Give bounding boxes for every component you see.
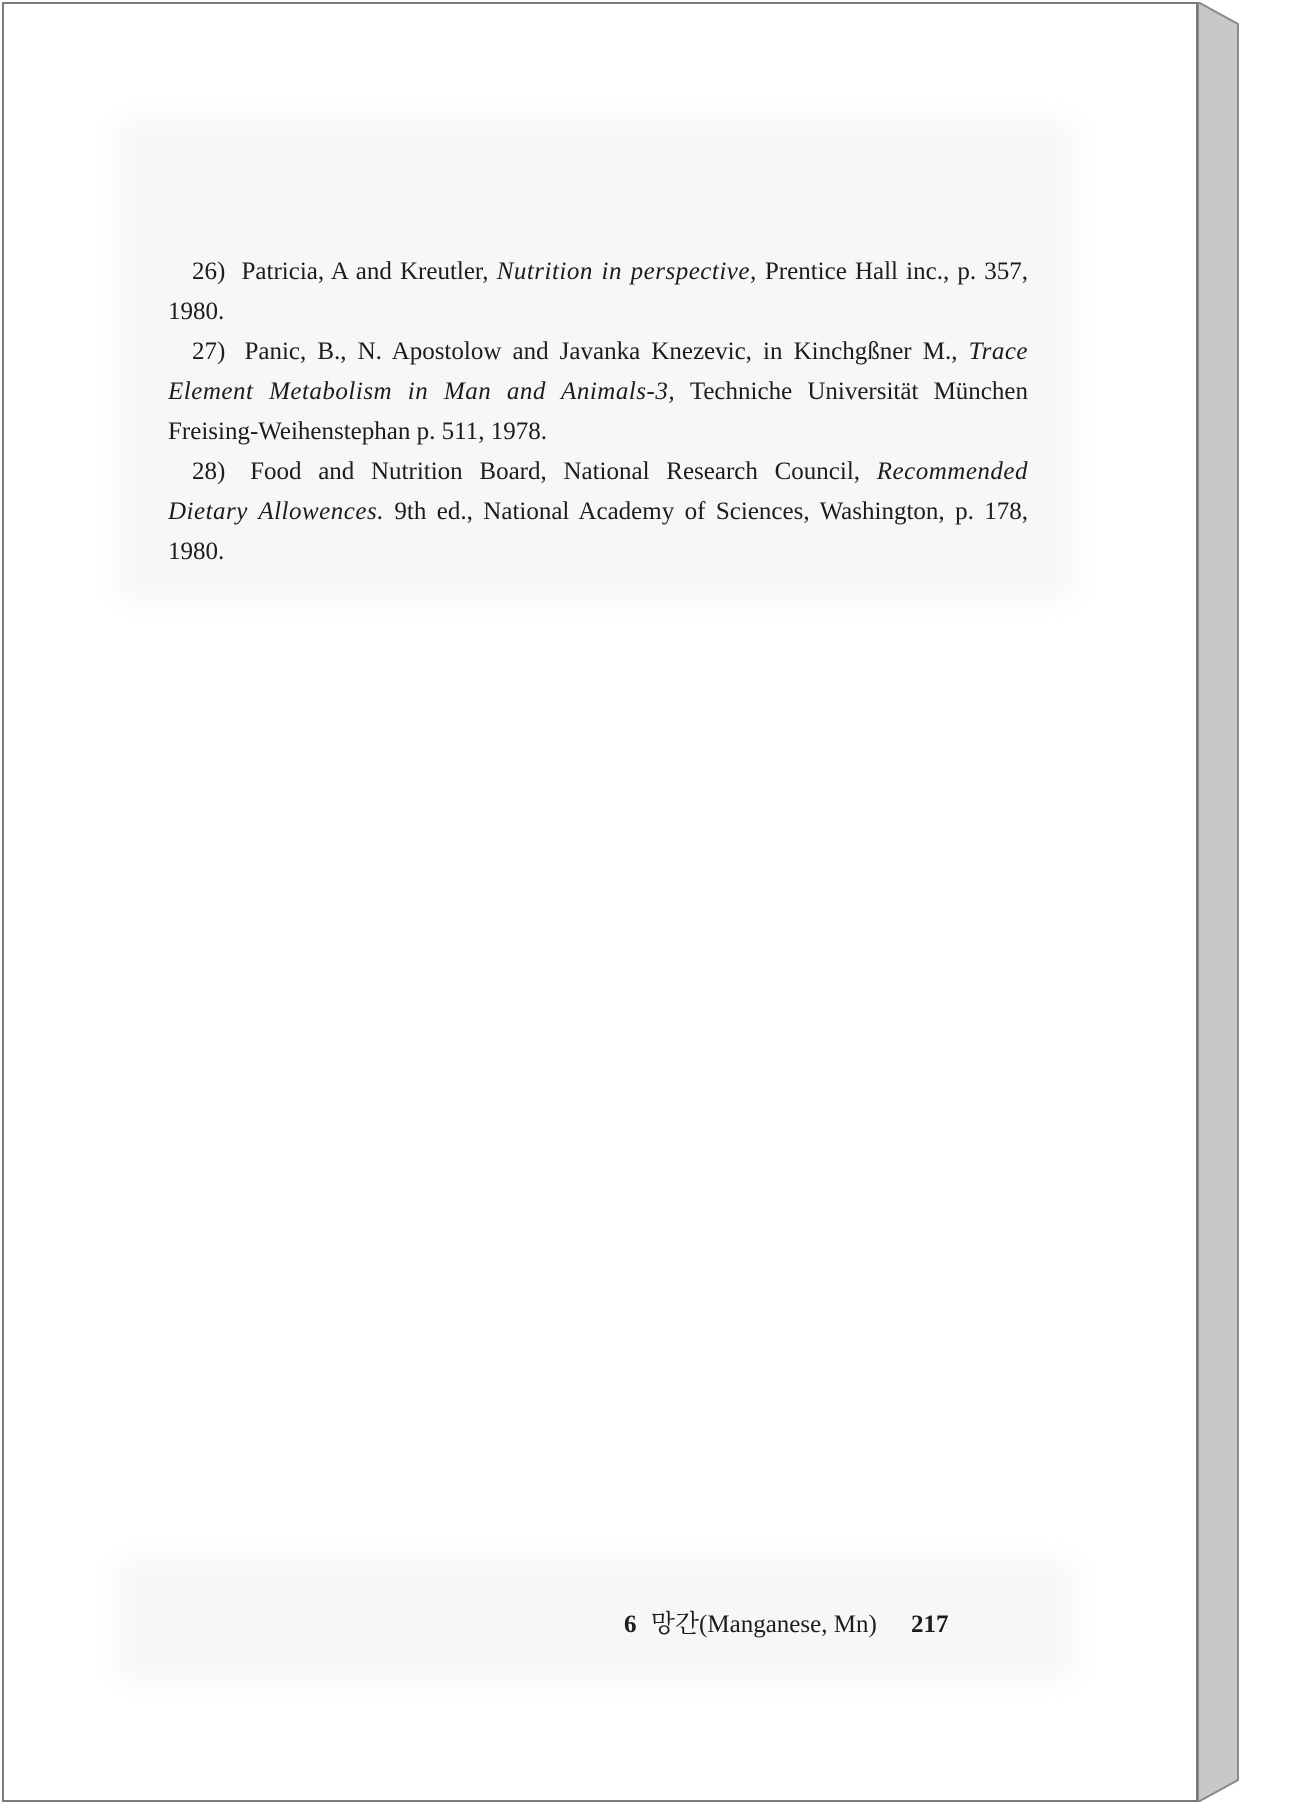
page-number: 217 [911, 1611, 949, 1638]
page-edge-graphic [1198, 2, 1248, 1802]
reference-item [168, 452, 1028, 572]
chapter-title: 망간(Manganese, Mn) [650, 1611, 877, 1638]
reference-list [168, 252, 1028, 572]
reference-title: Trace Element Metabolism in Man and Animals-3, [168, 338, 1029, 405]
reference-number: 26) [192, 258, 226, 285]
reference-number: 27) [192, 338, 226, 365]
reference-item [168, 332, 1028, 452]
reference-number: 28) [192, 458, 226, 485]
reference-authors: Patricia, A and Kreutler, [241, 258, 489, 285]
reference-title: Recommended Dietary Allowences. [168, 458, 1029, 525]
reference-details: Prentice Hall inc., p. 357, 1980. [168, 258, 1029, 325]
reference-authors: Panic, B., N. Apostolow and Javanka Knezevic, in Kinchgßner M., [244, 338, 958, 365]
page-edge-shadow [1198, 2, 1248, 1802]
reference-title: Nutrition in perspective, [496, 258, 757, 285]
reference-details: 9th ed., National Academy of Sciences, Washington, p. 178, 1980. [168, 498, 1028, 565]
running-footer [624, 1604, 949, 1640]
reference-item [168, 252, 1028, 332]
chapter-number: 6 [624, 1611, 637, 1638]
reference-authors: Food and Nutrition Board, National Research Council, [250, 458, 861, 485]
reference-details: Techniche Universität München Freising-Weihenstephan p. 511, 1978. [168, 378, 1028, 445]
